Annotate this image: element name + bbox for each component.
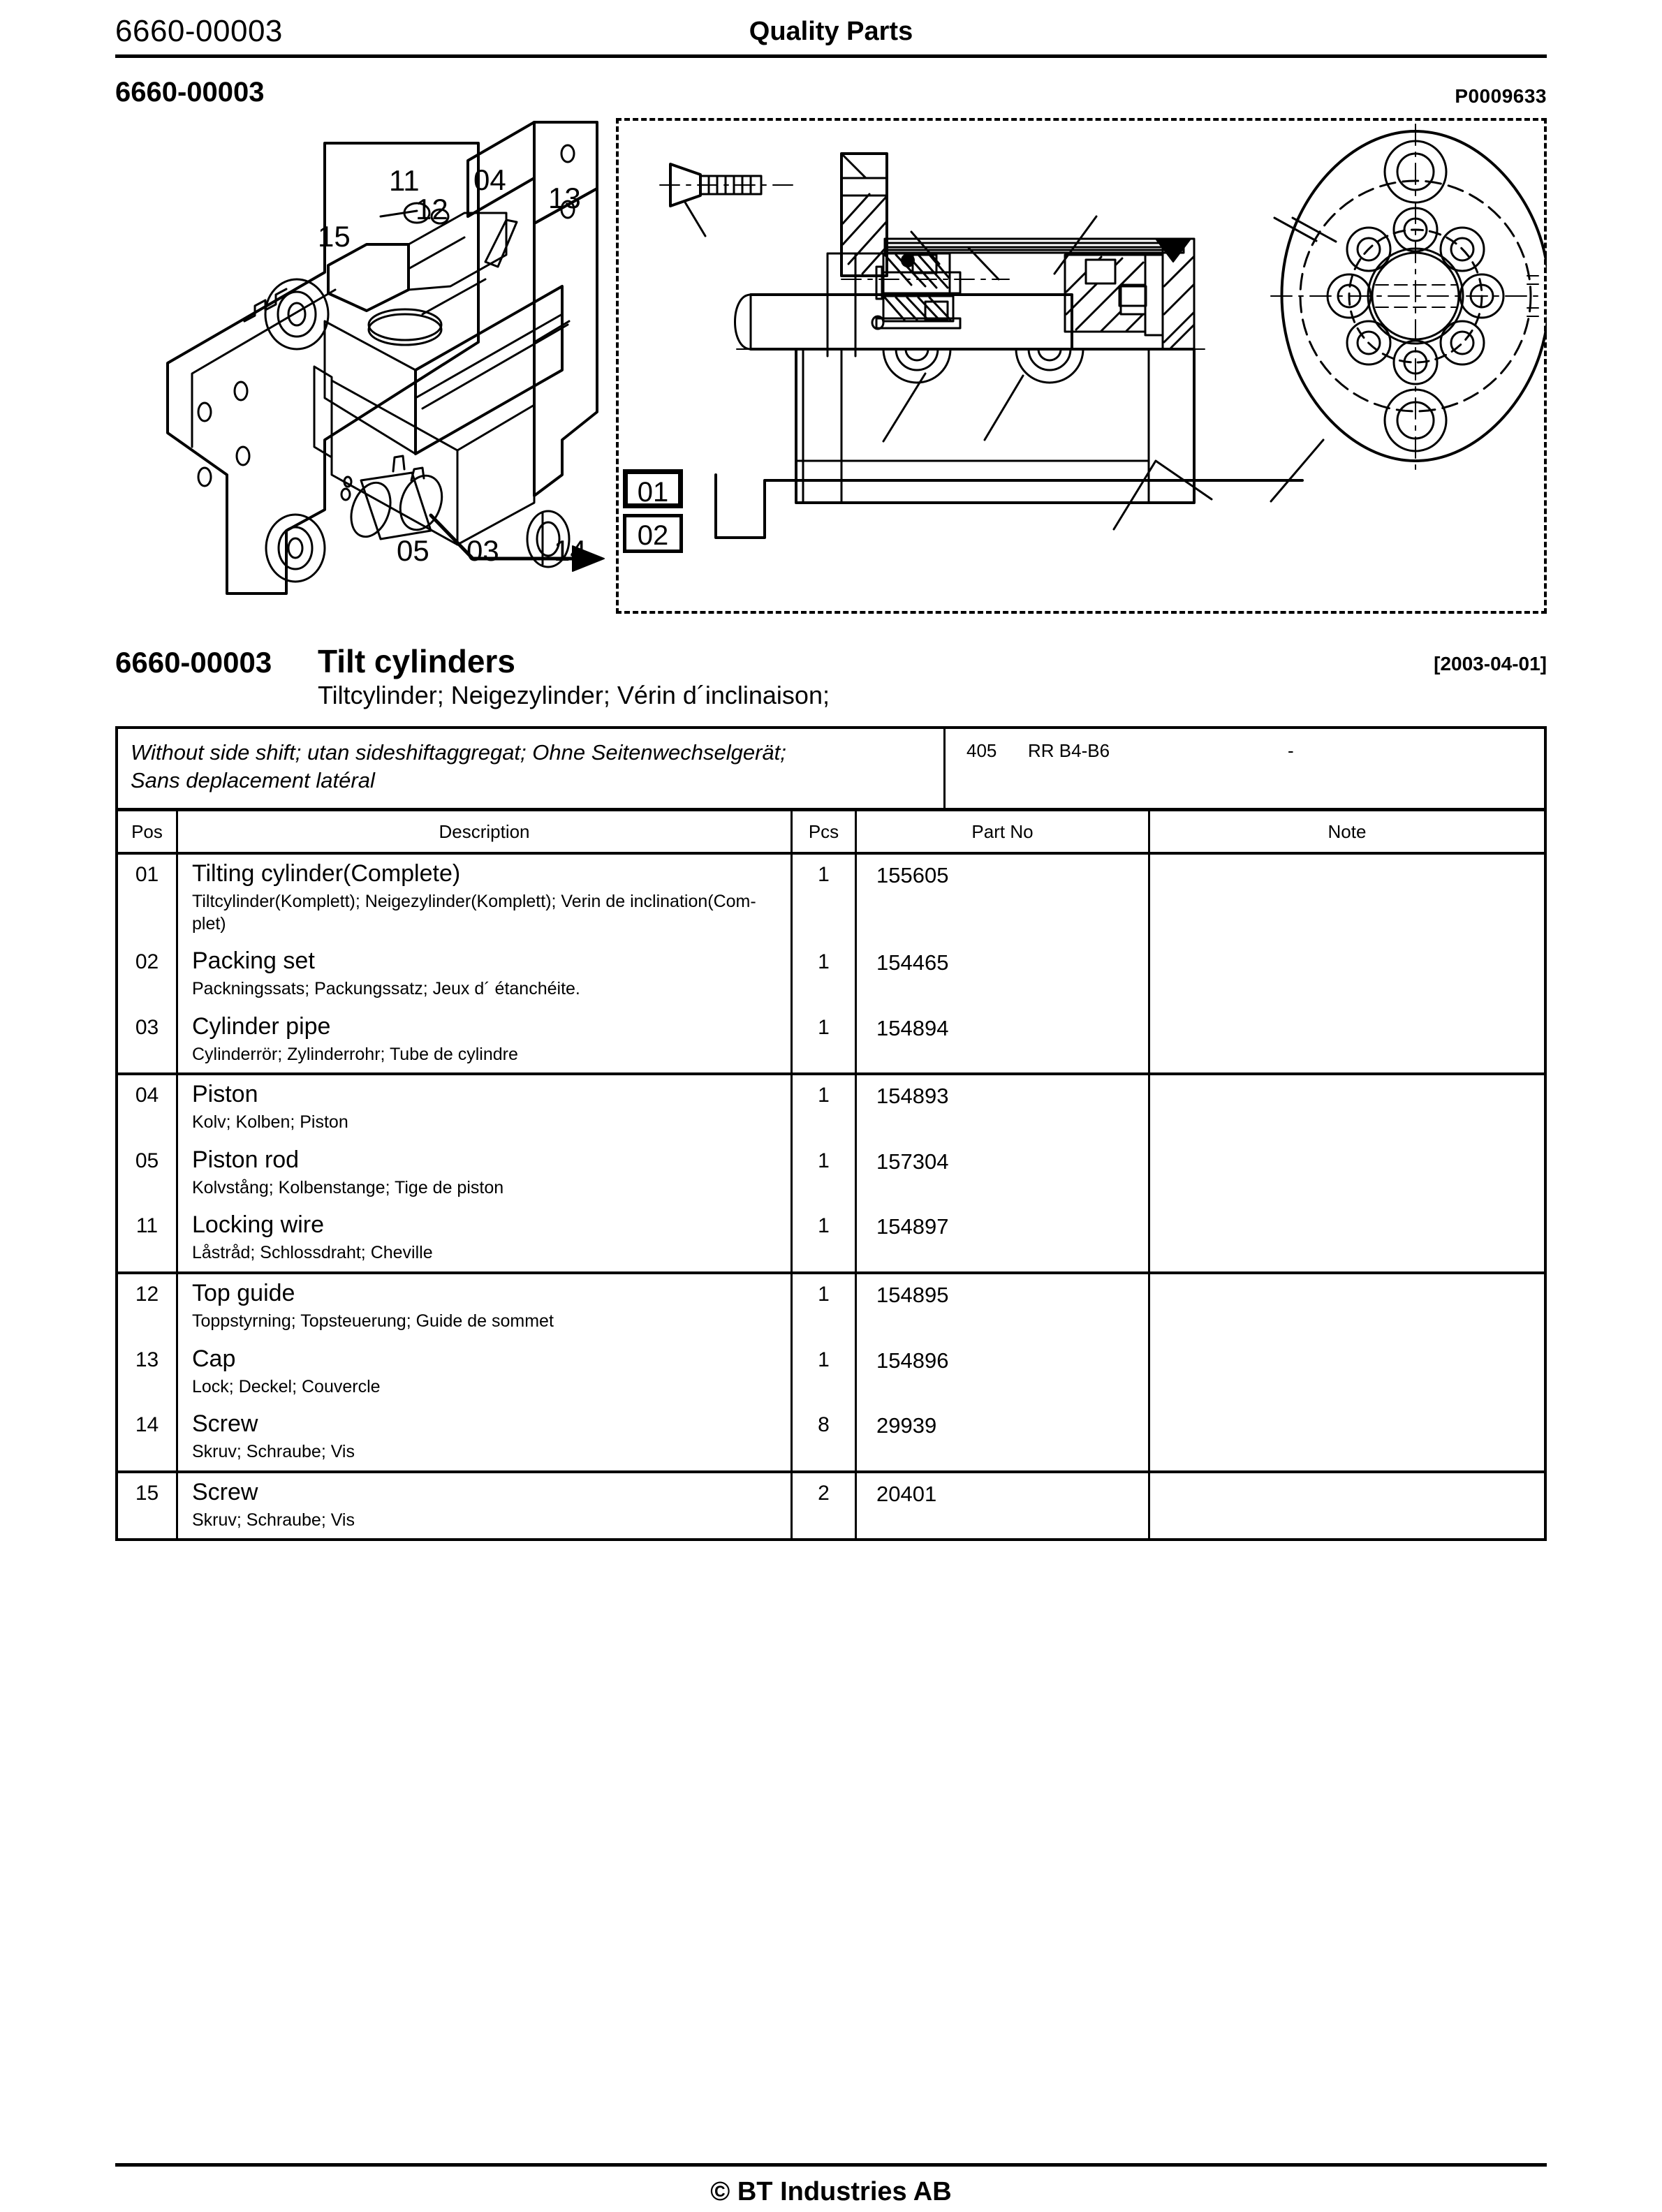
page-title-translations: Tiltcylinder; Neigezylinder; Vérin d´inclinaison; [318, 681, 830, 709]
cell-note [1150, 1206, 1544, 1271]
cell-pos: 12 [118, 1274, 178, 1340]
cell-note [1150, 1274, 1544, 1340]
part-group-code: 6660-00003 [115, 646, 272, 679]
cell-part-no: 155605 [857, 855, 1150, 942]
header-title: Quality Parts [749, 17, 913, 46]
page-title: Tilt cylinders [318, 643, 515, 679]
part-name: Screw [192, 1478, 258, 1505]
cell-note [1150, 1340, 1544, 1406]
part-translations: Skruv; Schraube; Vis [192, 1442, 355, 1462]
parts-table [115, 726, 1547, 1541]
part-name: Cap [192, 1345, 236, 1372]
cell-pos: 01 [118, 855, 178, 942]
cell-note [1150, 855, 1544, 942]
cylinder-cross-section [660, 154, 1302, 538]
cell-description [178, 1274, 793, 1340]
table-group [118, 1473, 1544, 1542]
figure-label-03: 03 [466, 534, 499, 567]
cell-part-no: 154893 [857, 1075, 1150, 1141]
cell-part-no: 154897 [857, 1206, 1150, 1271]
cell-description [178, 942, 793, 1008]
table-row[interactable] [118, 1405, 1544, 1470]
table-group [118, 855, 1544, 1075]
cell-pcs: 2 [793, 1473, 857, 1539]
variant-line-1: Without side shift; utan sideshiftaggregat; Ohne Seitenwechselgerät; [131, 740, 786, 765]
table-row[interactable] [118, 1075, 1544, 1141]
table-row[interactable] [118, 1274, 1544, 1340]
cell-pos: 05 [118, 1141, 178, 1207]
cell-part-no: 29939 [857, 1405, 1150, 1470]
cell-note [1150, 942, 1544, 1008]
page-header [115, 14, 1547, 56]
figure-label-12: 12 [416, 193, 448, 226]
cell-pcs: 1 [793, 1008, 857, 1073]
part-translations: Toppstyrning; Topsteuerung; Guide de sommet [192, 1311, 554, 1332]
table-row[interactable] [118, 1141, 1544, 1207]
technical-drawing-svg [115, 112, 1547, 628]
column-header-note: Note [1328, 820, 1367, 842]
table-column-headers [118, 811, 1544, 855]
part-translations: Skruv; Schraube; Vis [192, 1510, 355, 1530]
cell-pos: 02 [118, 942, 178, 1008]
figure-label-14: 14 [554, 534, 587, 567]
cell-pos: 13 [118, 1340, 178, 1406]
exploded-figure [115, 112, 1547, 628]
cell-note [1150, 1473, 1544, 1539]
cell-note [1150, 1075, 1544, 1141]
figure-label-05: 05 [397, 534, 429, 567]
part-name: Cylinder pipe [192, 1012, 331, 1040]
part-translations: Kolvstång; Kolbenstange; Tige de piston [192, 1177, 504, 1197]
part-translations: Låstråd; Schlossdraht; Cheville [192, 1243, 433, 1263]
cell-note [1150, 1405, 1544, 1470]
part-name: Packing set [192, 948, 315, 975]
header-rule [115, 54, 1547, 58]
cell-part-no: 154895 [857, 1274, 1150, 1340]
cell-pcs: 1 [793, 1141, 857, 1207]
revision-date: [2003-04-01] [1434, 653, 1547, 674]
cell-description [178, 855, 793, 942]
cell-description [178, 1008, 793, 1073]
figure-label-13: 13 [548, 182, 581, 214]
table-group [118, 1075, 1544, 1274]
table-row[interactable] [118, 942, 1544, 1008]
part-name: Screw [192, 1410, 258, 1438]
table-row[interactable] [118, 1340, 1544, 1406]
cell-note [1150, 1008, 1544, 1073]
cell-description [178, 1075, 793, 1141]
cell-description [178, 1206, 793, 1271]
cell-part-no: 154465 [857, 942, 1150, 1008]
cell-pcs: 1 [793, 1206, 857, 1271]
cell-part-no: 154894 [857, 1008, 1150, 1073]
cell-pos: 04 [118, 1075, 178, 1141]
figure-callout-box-01: 01 [623, 469, 683, 508]
cell-part-no: 157304 [857, 1141, 1150, 1207]
table-row[interactable] [118, 1008, 1544, 1073]
variant-description [118, 729, 946, 808]
cell-pcs: 1 [793, 942, 857, 1008]
variant-number: 405 [966, 740, 997, 761]
part-name: Piston [192, 1081, 258, 1108]
table-row[interactable] [118, 1473, 1544, 1539]
cell-part-no: 20401 [857, 1473, 1150, 1539]
column-header-pcs: Pcs [793, 811, 857, 852]
cell-note [1150, 1141, 1544, 1207]
cell-pos: 03 [118, 1008, 178, 1073]
cell-pcs: 1 [793, 1274, 857, 1340]
cell-pos: 11 [118, 1206, 178, 1271]
section-code: 6660-00003 [115, 77, 265, 108]
table-row[interactable] [118, 1206, 1544, 1271]
figure-label-04: 04 [473, 163, 506, 196]
column-header-part-no: Part No [857, 811, 1150, 852]
column-header-pos: Pos [118, 811, 178, 852]
column-header-description: Description [178, 811, 793, 852]
part-translations: Kolv; Kolben; Piston [192, 1112, 348, 1133]
cell-description [178, 1141, 793, 1207]
table-row[interactable] [118, 855, 1544, 942]
part-translations: Packningssats; Packungssatz; Jeux d´ étanchéite. [192, 979, 580, 999]
part-name: Tilting cylinder(Complete) [192, 860, 461, 887]
part-name: Locking wire [192, 1211, 324, 1239]
variant-dash: - [1288, 740, 1294, 761]
figure-callout-box-02: 02 [623, 514, 683, 553]
cell-pcs: 1 [793, 1075, 857, 1141]
cell-description [178, 1405, 793, 1470]
cell-description [178, 1473, 793, 1539]
figure-label-15: 15 [318, 220, 351, 253]
variant-model: RR B4-B6 [1028, 740, 1110, 761]
cell-description [178, 1340, 793, 1406]
variant-line-2: Sans deplacement latéral [131, 767, 375, 792]
part-name: Piston rod [192, 1146, 300, 1173]
cell-part-no: 154896 [857, 1340, 1150, 1406]
figure-label-11: 11 [389, 164, 420, 197]
variant-header-row [118, 729, 1544, 811]
cell-pos: 15 [118, 1473, 178, 1539]
carriage-isometric [168, 122, 604, 593]
part-translations: Tiltcylinder(Komplett); Neigezylinder(Komplett); Verin de inclination(Com-plet) [192, 892, 756, 934]
variant-model-info [946, 729, 1544, 808]
part-translations: Lock; Deckel; Couvercle [192, 1376, 381, 1396]
footer-rule [115, 2163, 1547, 2167]
footer-copyright: © BT Industries AB [710, 2177, 952, 2206]
drawing-number: P0009633 [1455, 85, 1547, 107]
part-name: Top guide [192, 1279, 295, 1306]
header-code: 6660-00003 [115, 14, 283, 48]
cell-pos: 14 [118, 1405, 178, 1470]
part-translations: Cylinderrör; Zylinderrohr; Tube de cylindre [192, 1044, 518, 1064]
table-group [118, 1274, 1544, 1473]
cell-pcs: 8 [793, 1405, 857, 1470]
cell-pcs: 1 [793, 1340, 857, 1406]
cell-pcs: 1 [793, 855, 857, 942]
